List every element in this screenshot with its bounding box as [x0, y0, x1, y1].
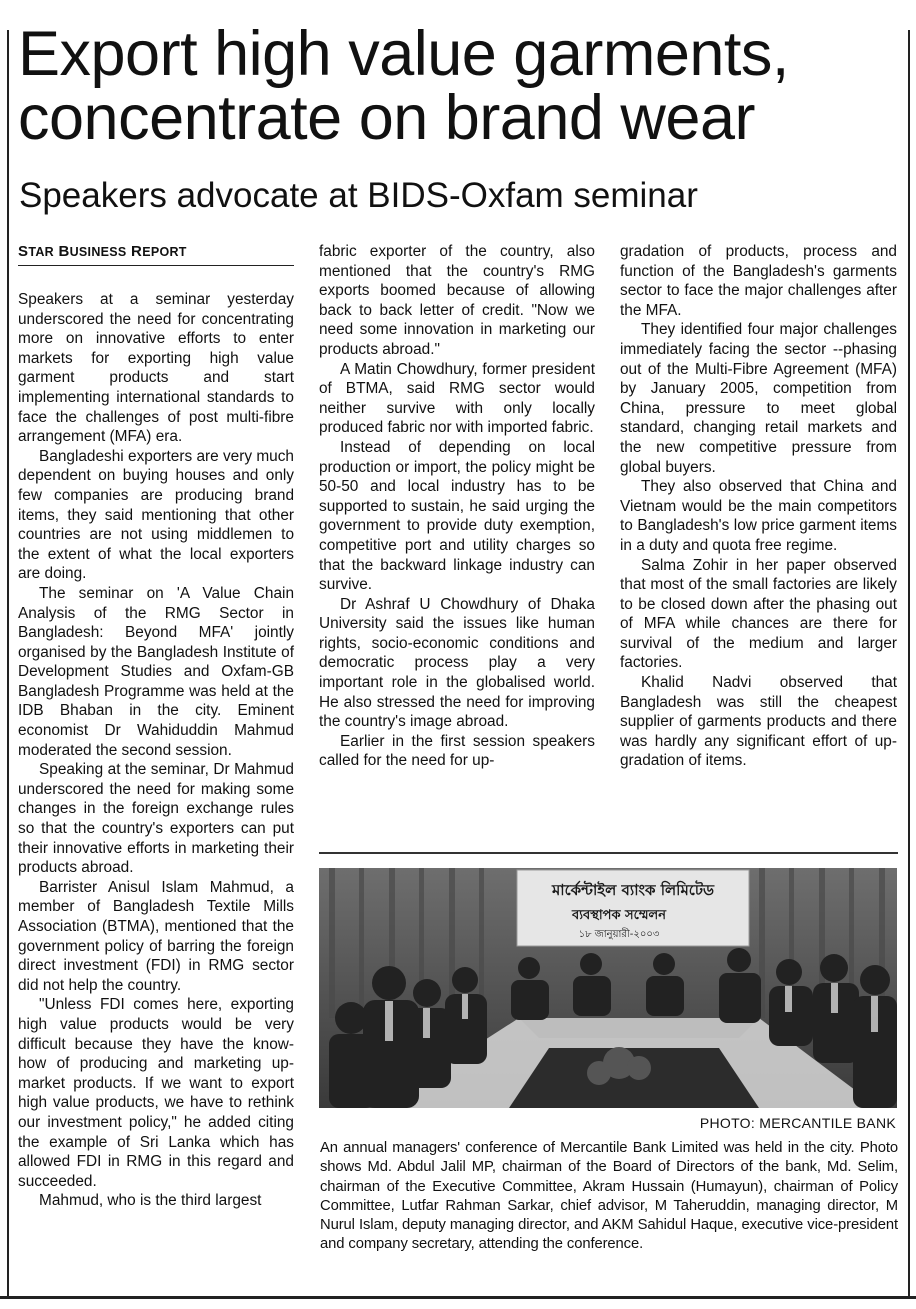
paragraph: They identified four major challenges immediately facing the sector --phasing out of the Multi-Fibre Agreement (MFA) by January 2005, competition from China, pressure to meet global standard, changing retail markets and the new competitive pressure from global buyers.	[620, 321, 897, 476]
paragraph: Dr Ashraf U Chowdhury of Dhaka University said the issues like human rights, socio-economic conditions and democratic process play a very important role in the globalised world. He also stressed the need for improving the country's image abroad.	[319, 595, 595, 731]
headline-line-2: concentrate on brand wear	[18, 83, 755, 153]
photo-credit: PHOTO: MERCANTILE BANK	[699, 1115, 896, 1131]
paragraph: Salma Zohir in her paper observed that most of the small factories are likely to be closed down after the phasing out of MFA while chances are there for survival of the medium and larger factories.	[620, 556, 897, 672]
photo-divider	[319, 852, 898, 854]
banner-text-line-3: ১৮ জানুয়ারী-২০০৩	[578, 929, 660, 940]
page-border-right	[908, 30, 910, 1298]
subheadline: Speakers advocate at BIDS-Oxfam seminar	[19, 176, 698, 215]
byline	[18, 242, 294, 266]
paragraph: Bangladeshi exporters are very much dependent on buying houses and only few companies are producing brand items, they said mentioning that other countries are not using middlemen to the extent of what the local exporters are doing.	[18, 447, 294, 583]
paragraph: "Unless FDI comes here, exporting high value products would be very difficult because they have the know-how of producing and marketing up-market products. If we want to export high value products, we have to rethink our investment policy," he added citing the example of Sri Lanka which has allowed FDI in RMG in this regard and succeeded.	[18, 996, 294, 1190]
conference-photo	[319, 868, 897, 1108]
banner-text-line-1: মার্কেন্টাইল ব্যাংক লিমিটেড	[551, 881, 715, 899]
paragraph: fabric exporter of the country, also mentioned that the country's RMG exports boomed because of allowing back to back letter of credit. "Now we need some innovation in marketing our products abroad."	[319, 243, 595, 358]
paragraph: Earlier in the first session speakers called for the need for up-	[319, 732, 595, 770]
article-column-1	[18, 242, 294, 1211]
article-column-3	[620, 242, 897, 771]
page-border-left	[7, 30, 9, 1298]
headline-line-1: Export high value garments,	[18, 19, 789, 89]
paragraph: A Matin Chowdhury, former president of BTMA, said RMG sector would neither survive with only locally produced fabric nor with imported fabric.	[319, 360, 595, 437]
conference-photo-illustration	[319, 868, 897, 1108]
banner-text-line-2: ব্যবস্থাপক সম্মেলন	[572, 908, 666, 923]
paragraph: gradation of products, process and function of the Bangladesh's garments sector to face the major challenges after the MFA.	[620, 243, 897, 319]
article-column-2	[319, 242, 595, 771]
paragraph: Speakers at a seminar yesterday underscored the need for concentrating more on innovative efforts to enter markets for exporting high value garment products and start implementing international standards to face the challenges of post multi-fibre arrangement (MFA) era.	[18, 291, 294, 446]
paragraph: The seminar on 'A Value Chain Analysis of the RMG Sector in Bangladesh: Beyond MFA' jointly organised by the Bangladesh Institute of Development Studies and Oxfam-GB Bangladesh Programme was held at the IDB Bhaban in the city. Eminent economist Dr Wahiduddin Mahmud moderated the second session.	[18, 584, 294, 759]
paragraph: Instead of depending on local production or import, the policy might be 50-50 and local industry has to be supported to sustain, he said urging the government to provide duty exemption, competitive port and utility charges so that the backward linkage industry can survive.	[319, 438, 595, 594]
paragraph: Mahmud, who is the third largest	[39, 1192, 262, 1210]
page-border-bottom	[0, 1296, 916, 1299]
paragraph: Barrister Anisul Islam Mahmud, a member of Bangladesh Textile Mills Association (BTMA), mentioned that the government policy of barring the foreign direct investment (FDI) in RMG sector did not help the country.	[18, 878, 294, 994]
photo-caption: An annual managers' conference of Mercantile Bank Limited was held in the city. Photo shows Md. Abdul Jalil MP, chairman of the Board of Directors of the bank, Md. Selim, chairman of the Executive Committee, Akram Hussain (Humayun), chairman of Policy Committee, Lutfar Rahman Sarkar, chief advisor, M Taheruddin, managing director, M Nurul Islam, deputy managing director, and AKM Sahidul Haque, executive vice-president and company secretary, attending the conference.	[320, 1140, 898, 1253]
paragraph: Khalid Nadvi observed that Bangladesh was still the cheapest supplier of garments products and there was hardly any significant effort of up-gradation of items.	[620, 674, 897, 770]
headline	[18, 19, 908, 153]
paragraph: Speaking at the seminar, Dr Mahmud underscored the need for making some changes in the foreign exchange rules so that the country's exporters can put their innovative efforts in marketing their products abroad.	[18, 761, 294, 877]
paragraph: They also observed that China and Vietnam would be the main competitors to Bangladesh's low price garment items in a duty and quota free regime.	[620, 478, 897, 554]
byline-text: STAR BUSINESS REPORT	[18, 243, 187, 260]
